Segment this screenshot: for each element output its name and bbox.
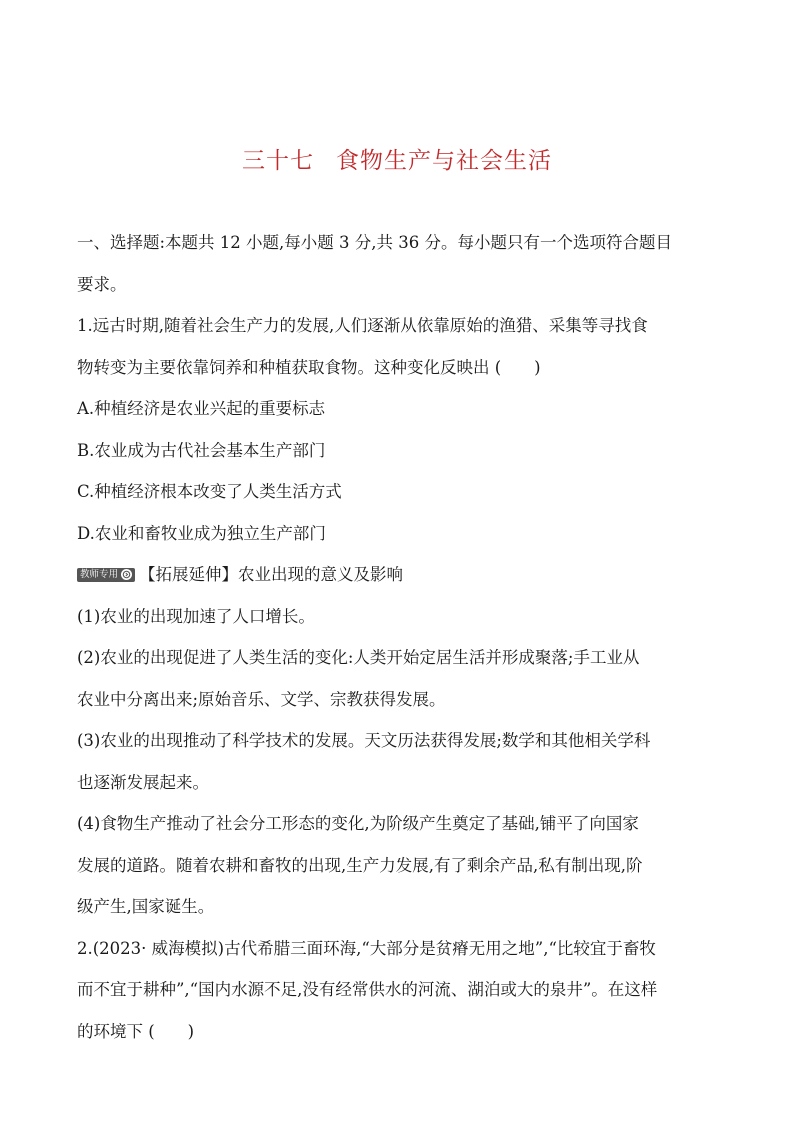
extension-item-2-line-2: 农业中分离出来;原始音乐、文学、宗教获得发展。	[77, 689, 446, 709]
question-2-stem-line-2: 而不宜于耕种”,“国内水源不足,没有经常供水的河流、湖泊或大的泉井”。在这样	[77, 980, 658, 999]
extension-heading-row	[77, 554, 719, 596]
extension-item-2-line-1: (2)农业的出现促进了人类生活的变化:人类开始定居生活并形成聚落;手工业从	[77, 648, 640, 667]
question-1-option-d: D.农业和畜牧业成为独立生产部门	[77, 523, 326, 543]
page-title	[0, 142, 794, 175]
question-1-stem-line-2: 物转变为主要依靠饲养和种植获取食物。这种变化反映出 ( )	[77, 357, 541, 377]
extension-item-1: (1)农业的出现加速了人口增长。	[77, 606, 315, 626]
section-header-line-1: 一、选择题:本题共 12 小题,每小题 3 分,共 36 分。每小题只有一个选项符合题目	[77, 233, 673, 252]
teacher-only-label: 教师专用	[80, 568, 119, 580]
title-number: 三十七	[242, 148, 314, 174]
extension-item-3-line-1: (3)农业的出现推动了科学技术的发展。天文历法获得发展;数学和其他相关学科	[77, 731, 651, 750]
question-1-option-a: A.种植经济是农业兴起的重要标志	[77, 399, 326, 418]
extension-item-3-line-2: 也逐渐发展起来。	[77, 772, 209, 792]
teacher-only-badge	[77, 568, 135, 582]
title-text: 食物生产与社会生活	[336, 148, 552, 174]
document-body	[77, 222, 719, 1052]
extension-item-4-line-3: 级产生,国家诞生。	[77, 897, 215, 916]
extension-heading: 【拓展延伸】农业出现的意义及影响	[139, 565, 404, 584]
question-1-option-b: B.农业成为古代社会基本生产部门	[77, 440, 326, 460]
extension-item-4-line-1: (4)食物生产推动了社会分工形态的变化,为阶级产生奠定了基础,铺平了向国家	[77, 814, 639, 833]
arrow-right-circle-icon	[121, 569, 132, 580]
section-header-line-2: 要求。	[77, 274, 127, 294]
extension-item-4-line-2: 发展的道路。随着农耕和畜牧的出现,生产力发展,有了剩余产品,私有制出现,阶	[77, 855, 643, 875]
question-2-stem-line-1: 2.(2023· 威海模拟)古代希腊三面环海,“大部分是贫瘠无用之地”,“比较宜于畜牧	[77, 938, 656, 958]
question-2-stem-line-3: 的环境下 ( )	[77, 1021, 195, 1041]
question-1-option-c: C.种植经济根本改变了人类生活方式	[77, 482, 342, 501]
question-1-stem-line-1: 1.远古时期,随着社会生产力的发展,人们逐渐从依靠原始的渔猎、采集等寻找食	[77, 316, 648, 335]
